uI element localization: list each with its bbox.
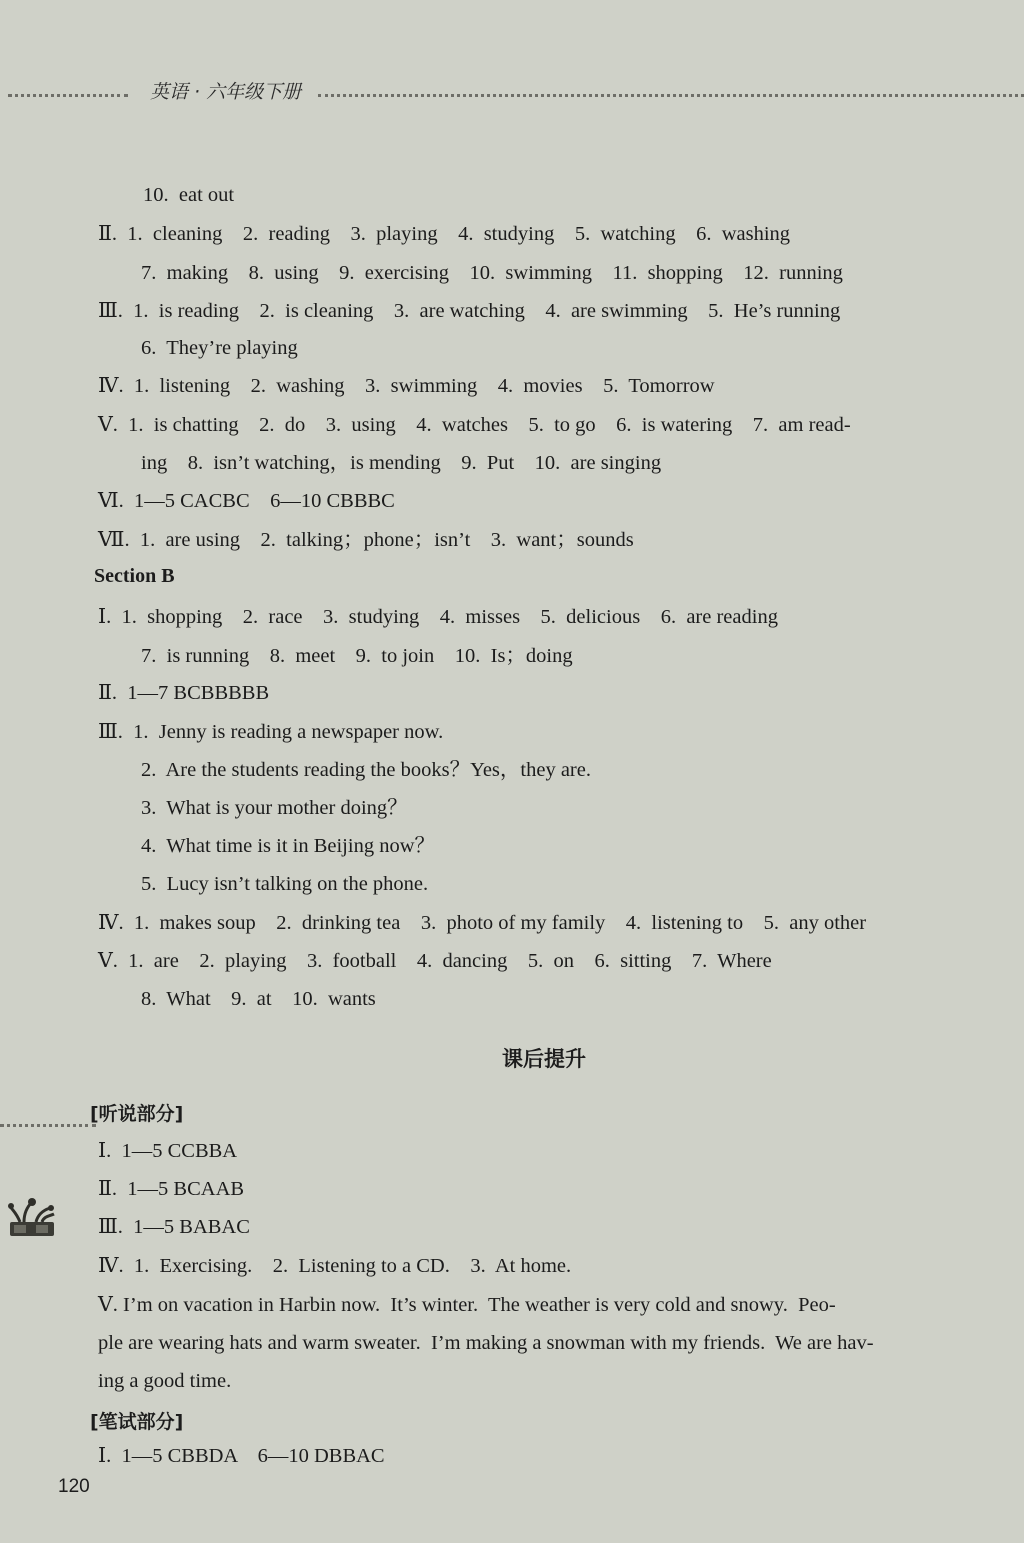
answer-line: 10. eat out bbox=[143, 184, 235, 206]
answer-line: Ⅴ. 1. are 2. playing 3. football 4. dancing 5. on 6. sitting 7. Where bbox=[98, 950, 772, 972]
section-b-title: Section B bbox=[94, 565, 175, 587]
answer-line: Ⅱ. 1. cleaning 2. reading 3. playing 4. studying 5. watching 6. washing bbox=[98, 223, 791, 245]
answer-line: Ⅲ. 1. Jenny is reading a newspaper now. bbox=[98, 721, 444, 743]
answer-line: 4. What time is it in Beijing now？ bbox=[141, 835, 436, 857]
plant-pot-icon bbox=[6, 1196, 58, 1240]
answer-line: Ⅱ. 1—5 BCAAB bbox=[98, 1178, 245, 1200]
answer-line: Ⅳ. 1. Exercising. 2. Listening to a CD. 3. At home. bbox=[98, 1255, 572, 1277]
side-dotted-rule bbox=[0, 1124, 96, 1127]
answer-line: Ⅵ. 1—5 CACBC 6—10 CBBBC bbox=[98, 490, 395, 512]
listening-section-title: [听说部分] bbox=[90, 1103, 184, 1125]
answer-line: Ⅱ. 1—7 BCBBBBB bbox=[98, 682, 270, 704]
answer-line: Ⅰ. 1. shopping 2. race 3. studying 4. misses 5. delicious 6. are reading bbox=[98, 606, 778, 628]
page-number: 120 bbox=[58, 1476, 90, 1497]
answer-line: 7. is running 8. meet 9. to join 10. Is；doing bbox=[141, 645, 573, 667]
answer-line: 3. What is your mother doing？ bbox=[141, 797, 408, 819]
answer-line: 8. What 9. at 10. wants bbox=[141, 988, 376, 1010]
answer-line: Ⅲ. 1. is reading 2. is cleaning 3. are watching 4. are swimming 5. He’s running bbox=[98, 300, 841, 322]
header-dotted-rule-left bbox=[8, 94, 128, 97]
answer-line: Ⅲ. 1—5 BABAC bbox=[98, 1216, 250, 1238]
answer-line: 2. Are the students reading the books？Yes，they are. bbox=[141, 759, 591, 781]
answer-line: 7. making 8. using 9. exercising 10. swimming 11. shopping 12. running bbox=[141, 262, 843, 284]
answer-line: ple are wearing hats and warm sweater. I’m making a snowman with my friends. We are hav- bbox=[98, 1332, 874, 1354]
answer-line: 6. They’re playing bbox=[141, 337, 298, 359]
written-section-title: [笔试部分] bbox=[90, 1411, 184, 1433]
answer-line: Ⅶ. 1. are using 2. talking；phone；isn’t 3. want；sounds bbox=[98, 529, 634, 551]
answer-line: Ⅴ. I’m on vacation in Harbin now. It’s winter. The weather is very cold and snowy. Peo- bbox=[98, 1294, 836, 1316]
header-title: 英语 · 六年级下册 bbox=[150, 81, 302, 103]
answer-line: Ⅳ. 1. makes soup 2. drinking tea 3. photo of my family 4. listening to 5. any other bbox=[98, 912, 867, 934]
after-class-title: 课后提升 bbox=[502, 1047, 586, 1071]
answer-line: Ⅳ. 1. listening 2. washing 3. swimming 4. movies 5. Tomorrow bbox=[98, 375, 715, 397]
answer-line: 5. Lucy isn’t talking on the phone. bbox=[141, 873, 429, 895]
answer-line: Ⅴ. 1. is chatting 2. do 3. using 4. watches 5. to go 6. is watering 7. am read- bbox=[98, 414, 851, 436]
answer-line: ing a good time. bbox=[98, 1370, 232, 1392]
answer-line: Ⅰ. 1—5 CBBDA 6—10 DBBAC bbox=[98, 1445, 385, 1467]
header-dotted-rule-right bbox=[318, 94, 1024, 97]
answer-line: Ⅰ. 1—5 CCBBA bbox=[98, 1140, 238, 1162]
answer-line: ing 8. isn’t watching，is mending 9. Put 10. are singing bbox=[141, 452, 662, 474]
